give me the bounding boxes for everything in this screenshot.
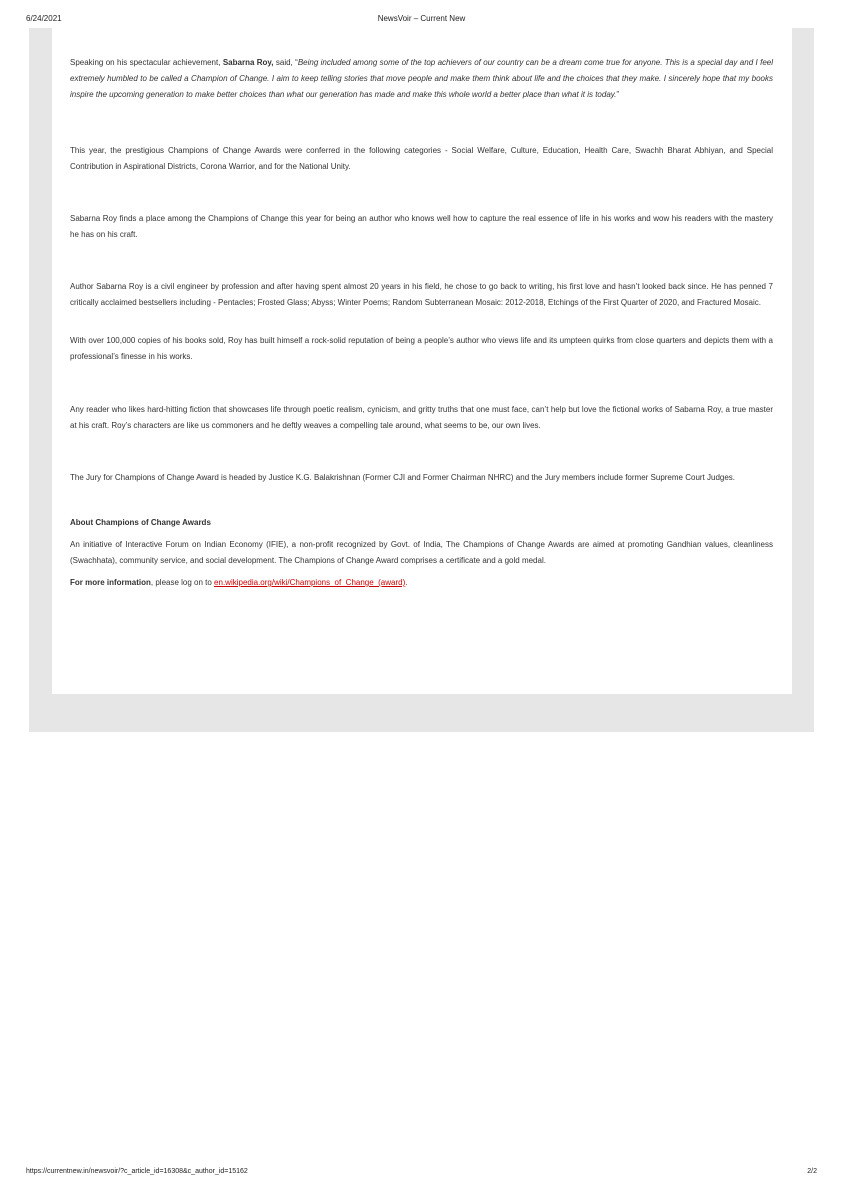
author-quote: Being included among some of the top achievers of our country can be a dream come true for anyone. This is a special day and I feel extremely humbled to be called a Champion of Change. I aim to keep telling stories that move people and make them think about life and the choices that they make. I sincerely hope that my books inspire the upcoming generation to make better choices than what our generation has made and make this whole world a better place than what it is today. — [70, 58, 773, 99]
print-header-title: NewsVoir – Current New — [377, 14, 466, 23]
article-body — [70, 55, 773, 591]
more-info-text: , please log on to — [150, 578, 215, 587]
more-info-label: For more information — [70, 578, 151, 587]
author-recognition-paragraph: Sabarna Roy finds a place among the Champions of Change this year for being an author who knows well how to capture the real essence of life in his works and wow his readers with the mastery he has on his craft. — [70, 214, 773, 239]
about-heading: About Champions of Change Awards — [70, 518, 211, 527]
print-footer-url: https://currentnew.in/newsvoir/?c_article_id=16308&c_author_id=15162 — [26, 1168, 248, 1175]
quote-paragraph — [70, 55, 773, 103]
quote-said: said, “ — [273, 58, 298, 67]
more-info-end: . — [405, 578, 408, 587]
author-name: Sabarna Roy, — [222, 58, 274, 67]
jury-paragraph: The Jury for Champions of Change Award is headed by Justice K.G. Balakrishnan (Former CJI and Former Chairman NHRC) and the Jury members include former Supreme Court Judges. — [70, 473, 736, 482]
award-categories-paragraph: This year, the prestigious Champions of Change Awards were conferred in the following categories - Social Welfare, Culture, Education, Health Care, Swachh Bharat Abhiyan, and Special Contribution in Aspirational Districts, Corona Warrior, and for the National Unity. — [70, 146, 773, 171]
author-background-paragraph: Author Sabarna Roy is a civil engineer by profession and after having spent almost 20 years in his field, he chose to go back to writing, his first love and hasn’t looked back since. He has penned 7 critically acclaimed bestsellers including - Pentacles; Frosted Glass; Abyss; Winter Poems; Random Subterranean Mosaic: 2012-2018, Etchings of the First Quarter of 2020, and Fractured Mosaic. — [70, 282, 773, 307]
print-footer-page-number: 2/2 — [807, 1168, 817, 1175]
books-sold-paragraph: With over 100,000 copies of his books sold, Roy has built himself a rock-solid reputation of being a people’s author who views life and its umpteen quirks from close quarters and depicts them with a professional’s finesse in his works. — [70, 336, 773, 361]
reader-appeal-paragraph: Any reader who likes hard-hitting fiction that showcases life through poetic realism, cynicism, and gritty truths that one must face, can’t help but love the fictional works of Sabarna Roy, a true master at his craft. Roy’s characters are like us commoners and he deftly weaves a compelling tale around, what seems to be, our own lives. — [70, 405, 773, 430]
about-paragraph: An initiative of Interactive Forum on Indian Economy (IFIE), a non-profit recognized by Govt. of India, The Champions of Change Awards are aimed at promoting Gandhian values, cleanliness (Swachhata), community service, and social development. The Champions of Change Award comprises a certificate and a gold medal. — [70, 540, 773, 565]
more-info-line — [70, 575, 773, 591]
quote-close: ” — [616, 90, 620, 99]
quote-lead: Speaking on his spectacular achievement, — [70, 58, 223, 67]
wikipedia-link[interactable]: en.wikipedia.org/wiki/Champions_of_Change_(award) — [214, 578, 406, 587]
print-header-date: 6/24/2021 — [26, 14, 62, 23]
